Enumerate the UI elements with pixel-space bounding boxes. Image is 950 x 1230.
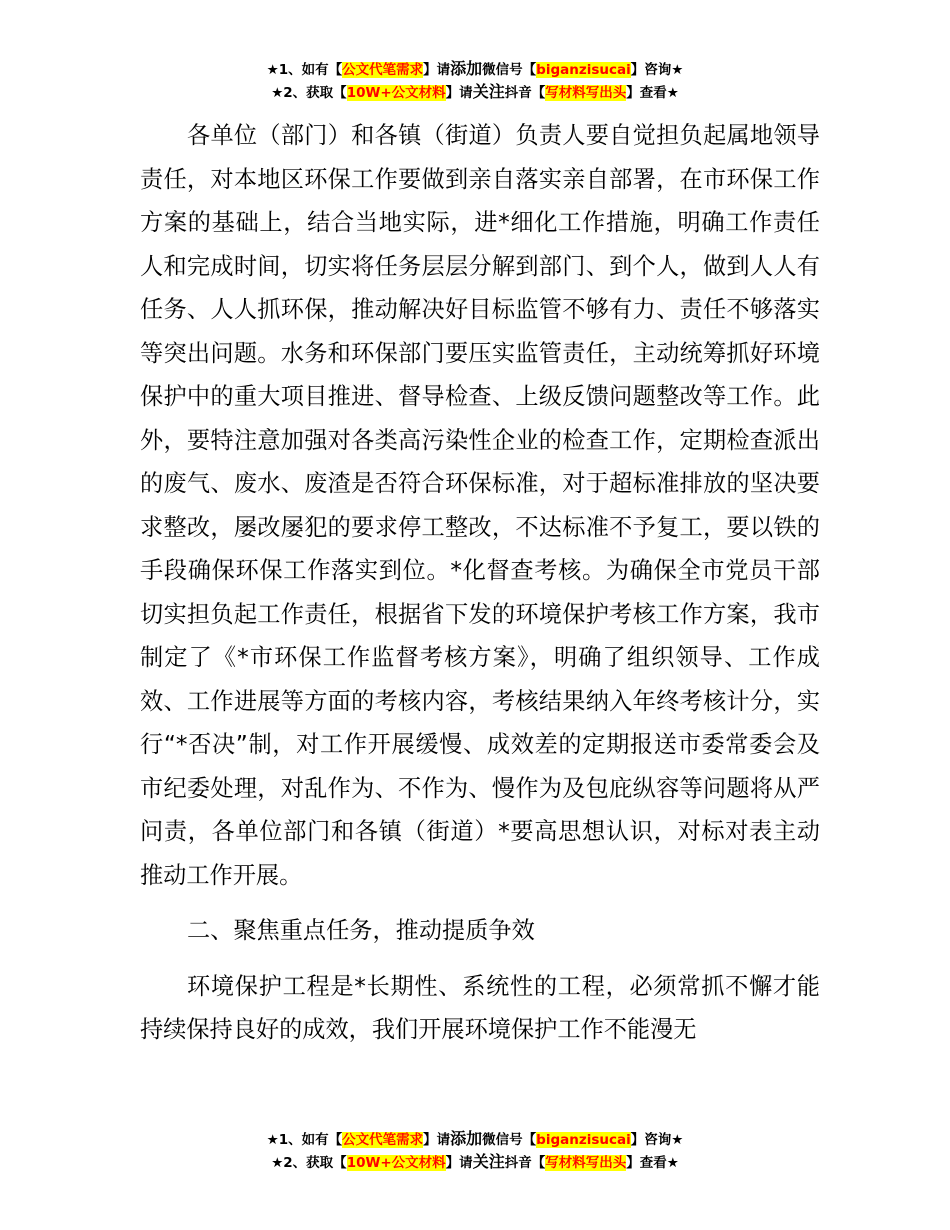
header-banner <box>0 58 950 104</box>
highlight-douyin: 写材料写出头 <box>545 1155 627 1171</box>
paragraph-1: 各单位（部门）和各镇（街道）负责人要自觉担负起属地领导责任，对本地区环保工作要做到亲自落实亲自部署，在市环保工作方案的基础上，结合当地实际，进*细化工作措施，明确工作责任人和完成时间，切实将任务层层分解到部门、到个人，做到人人有任务、人人抓环保，推动解决好目标监管不够有力、责任不够落实等突出问题。水务和环保部门要压实监管责任，主动统筹抓好环境保护中的重大项目推进、督导检查、上级反馈问题整改等工作。此外，要特注意加强对各类高污染性企业的检查工作，定期检查派出的废气、废水、废渣是否符合环保标准，对于超标准排放的坚决要求整改，屡改屡犯的要求停工整改，不达标准不予复工，要以铁的手段确保环保工作落实到位。*化督查考核。为确保全市党员干部切实担负起工作责任，根据省下发的环境保护考核工作方案，我市制定了《*市环保工作监督考核方案》，明确了组织领导、工作成效、工作进展等方面的考核内容，考核结果纳入年终考核计分，实行“*否决”制，对工作开展缓慢、成效差的定期报送市委常委会及市纪委处理，对乱作为、不作为、慢作为及包庇纵容等问题将从严问责，各单位部门和各镇（街道）*要高思想认识，对标对表主动推动工作开展。 <box>140 122 820 889</box>
section-heading: 二、聚焦重点任务，推动提质争效 <box>187 917 535 944</box>
highlight-ghostwriting: 公文代笔需求 <box>342 1132 424 1148</box>
header-line-2: ★2、获取【10W+公文材料】请关注抖音【写材料写出头】查看★ <box>271 82 679 101</box>
paragraph-2: 环境保护工程是*长期性、系统性的工程，必须常抓不懈才能持续保持良好的成效，我们开展环境保护工作不能漫无 <box>140 972 820 1043</box>
footer-banner <box>0 1128 950 1174</box>
footer-line-2: ★2、获取【10W+公文材料】请关注抖音【写材料写出头】查看★ <box>271 1152 679 1171</box>
header-line-1: ★1、如有【公文代笔需求】请添加微信号【biganzisucai】咨询★ <box>266 59 684 78</box>
highlight-douyin: 写材料写出头 <box>545 85 627 101</box>
highlight-ghostwriting: 公文代笔需求 <box>342 62 424 78</box>
highlight-materials: 10W+公文材料 <box>346 85 446 101</box>
highlight-wechat-id: biganzisucai <box>536 1132 631 1148</box>
highlight-materials: 10W+公文材料 <box>346 1155 446 1171</box>
highlight-wechat-id: biganzisucai <box>536 62 631 78</box>
document-body <box>140 114 820 1052</box>
footer-line-1: ★1、如有【公文代笔需求】请添加微信号【biganzisucai】咨询★ <box>266 1129 684 1148</box>
